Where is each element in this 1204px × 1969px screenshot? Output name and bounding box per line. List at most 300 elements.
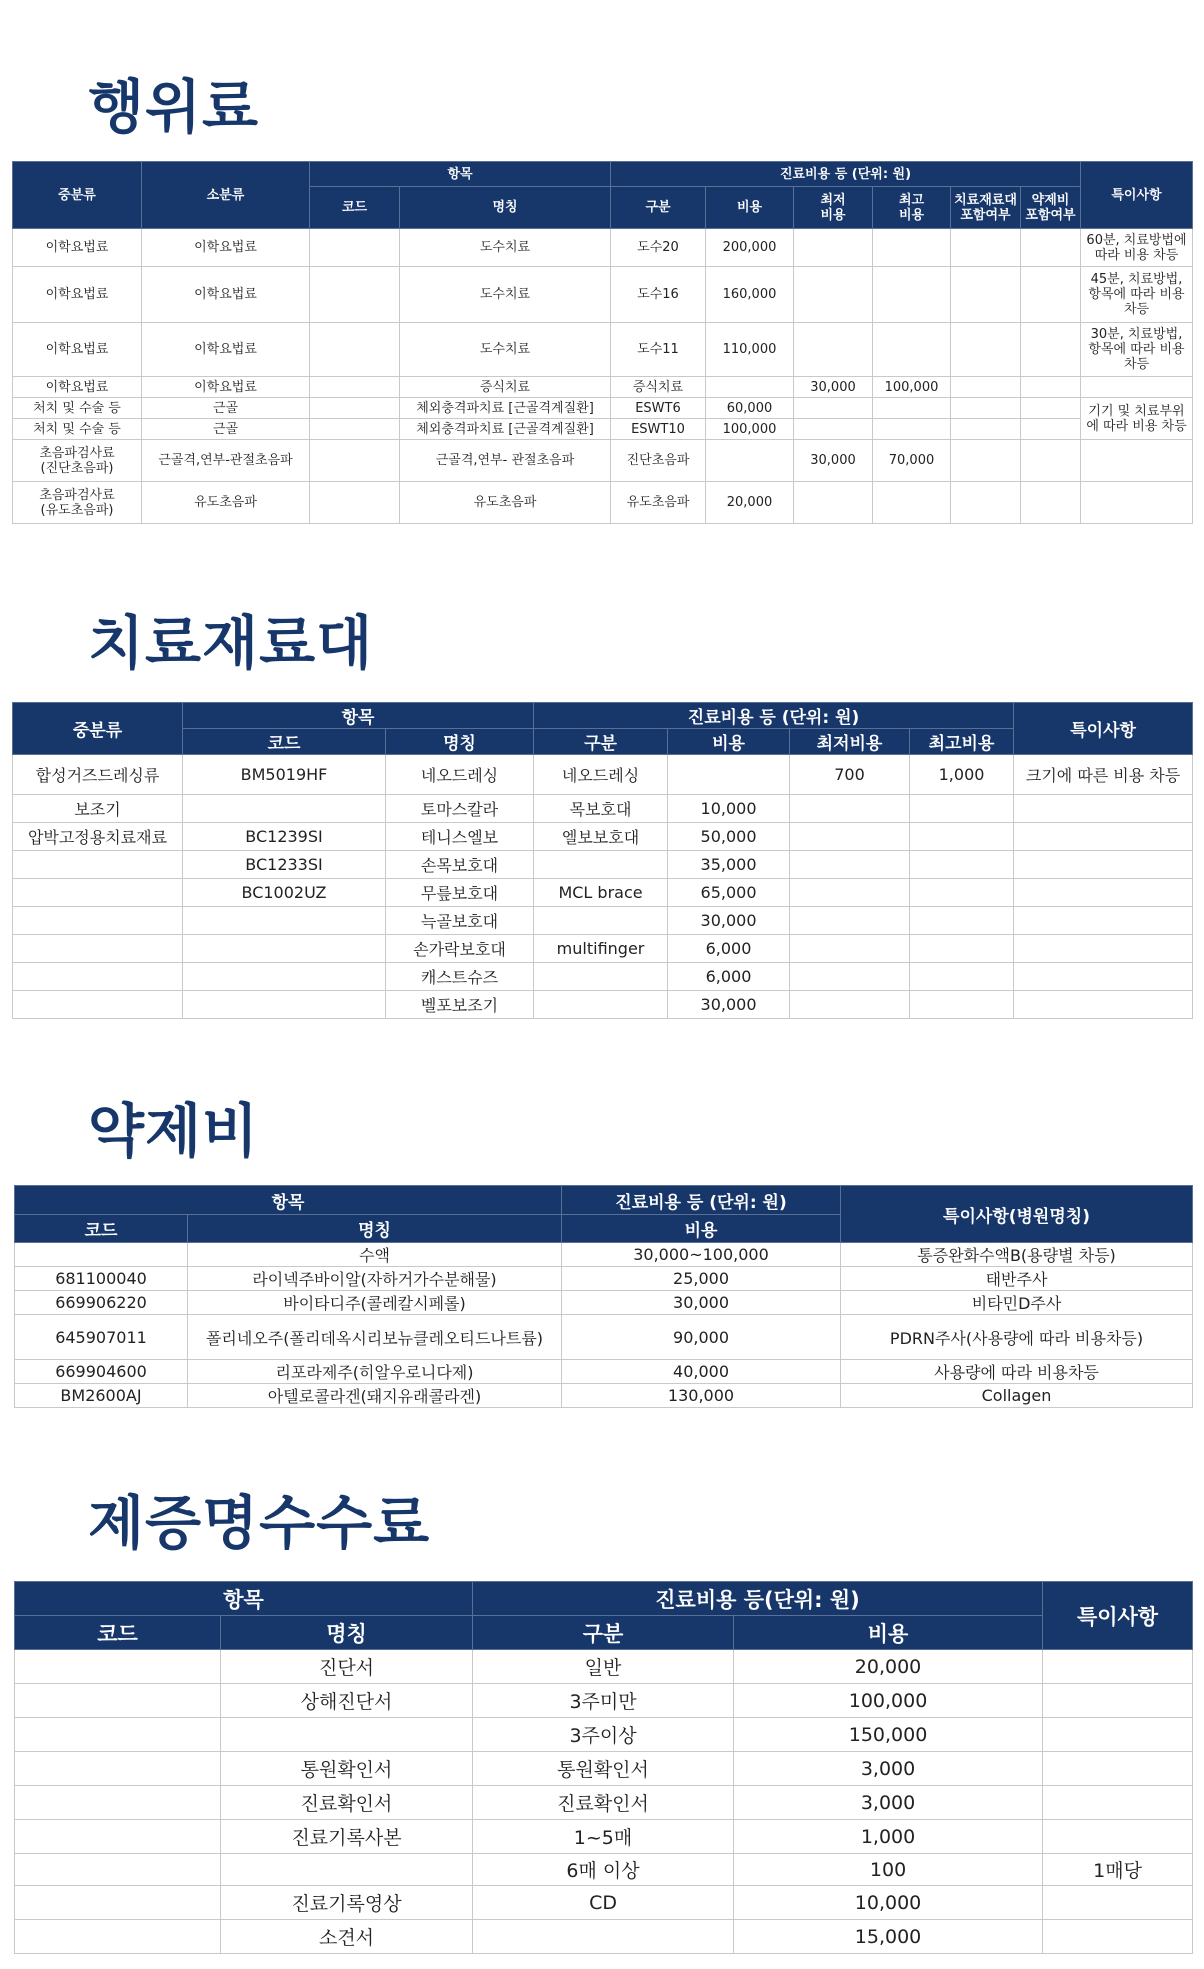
cell-min <box>794 398 873 419</box>
table-row <box>15 1360 1193 1384</box>
cell-gubun: 3주미만 <box>473 1684 734 1718</box>
cell-code: 669904600 <box>15 1360 188 1384</box>
cell-code <box>183 963 386 991</box>
cell-note <box>1043 1650 1193 1684</box>
cell-cost: 200,000 <box>706 229 794 267</box>
header-code: 코드 <box>183 729 386 755</box>
cell-mat <box>951 377 1021 398</box>
cell-cost <box>706 440 794 482</box>
cell-gubun <box>534 907 668 935</box>
cell-drug <box>1021 419 1081 440</box>
cell-gubun: 네오드레싱 <box>534 755 668 795</box>
cell-cost: 30,000 <box>668 907 790 935</box>
header-teugisahang: 특이사항 <box>1043 1582 1193 1650</box>
header-choejeo: 최저 비용 <box>794 187 873 229</box>
cell-cost: 25,000 <box>562 1267 841 1291</box>
cell-code <box>310 440 400 482</box>
cell-max: 1,000 <box>910 755 1014 795</box>
header-code: 코드 <box>15 1215 188 1243</box>
header-gubun: 구분 <box>611 187 706 229</box>
cell-max: 100,000 <box>873 377 951 398</box>
table-row <box>13 879 1193 907</box>
section-title-haengwiryo: 행위료 <box>88 73 260 141</box>
cell-gubun: 도수16 <box>611 267 706 323</box>
table-row <box>15 1684 1193 1718</box>
cell-max <box>873 267 951 323</box>
header-jungbunryu: 중분류 <box>13 162 142 229</box>
cell-gubun: 증식치료 <box>611 377 706 398</box>
cell-mid <box>13 963 183 991</box>
cell-name: 라이넥주바이알(자하거가수분해물) <box>188 1267 562 1291</box>
cell-mid: 처치 및 수술 등 <box>13 419 142 440</box>
header-jungbunryu: 중분류 <box>13 703 183 755</box>
cell-mid <box>13 879 183 907</box>
cell-max <box>873 398 951 419</box>
cell-name: 체외충격파치료 [근골격계질환] <box>400 398 611 419</box>
cell-name: 유도초음파 <box>400 482 611 524</box>
cell-note <box>1014 907 1193 935</box>
cell-note <box>1081 482 1193 524</box>
cell-name: 증식치료 <box>400 377 611 398</box>
cell-max <box>873 229 951 267</box>
jejeungmyeong-table <box>14 1581 1193 1954</box>
cell-gubun: CD <box>473 1886 734 1920</box>
header-code: 코드 <box>310 187 400 229</box>
cell-sub: 이학요법료 <box>142 267 310 323</box>
header-myeongching: 명칭 <box>400 187 611 229</box>
header-teugisahang: 특이사항(병원명칭) <box>841 1186 1193 1243</box>
cell-code: BC1239SI <box>183 823 386 851</box>
cell-code <box>15 1920 221 1954</box>
header-myeongching: 명칭 <box>386 729 534 755</box>
cell-note <box>1043 1886 1193 1920</box>
cell-note <box>1014 851 1193 879</box>
cell-name: 벨포보조기 <box>386 991 534 1019</box>
cell-cost: 1,000 <box>734 1820 1043 1854</box>
cell-name: 토마스칼라 <box>386 795 534 823</box>
cell-cost <box>668 755 790 795</box>
cell-drug <box>1021 229 1081 267</box>
table-row <box>13 229 1193 267</box>
cell-gubun <box>534 851 668 879</box>
chiryojaeryodae-table <box>12 702 1193 1019</box>
cell-name: 손목보호대 <box>386 851 534 879</box>
cell-cost: 15,000 <box>734 1920 1043 1954</box>
table-row <box>15 1820 1193 1854</box>
cell-drug <box>1021 482 1081 524</box>
cell-gubun: 3주이상 <box>473 1718 734 1752</box>
cell-cost: 150,000 <box>734 1718 1043 1752</box>
cell-cost: 50,000 <box>668 823 790 851</box>
section-title-yakjebi: 약제비 <box>88 1097 260 1165</box>
table-row <box>13 419 1193 440</box>
section-title-jejeungmyeong: 제증명수수료 <box>88 1489 431 1557</box>
cell-name: 상해진단서 <box>221 1684 473 1718</box>
cell-mid <box>13 851 183 879</box>
cell-mat <box>951 323 1021 377</box>
cell-note <box>1043 1684 1193 1718</box>
cell-gubun <box>473 1920 734 1954</box>
table-row <box>13 991 1193 1019</box>
header-yakje-poham: 약제비 포함여부 <box>1021 187 1081 229</box>
table-row <box>13 377 1193 398</box>
cell-gubun: 엘보보호대 <box>534 823 668 851</box>
cell-cost: 30,000 <box>668 991 790 1019</box>
cell-code <box>15 1752 221 1786</box>
cell-cost: 6,000 <box>668 963 790 991</box>
cell-gubun: 도수11 <box>611 323 706 377</box>
cell-max <box>910 795 1014 823</box>
cell-min: 30,000 <box>794 440 873 482</box>
cell-drug <box>1021 398 1081 419</box>
cell-mat <box>951 419 1021 440</box>
cell-drug <box>1021 267 1081 323</box>
table-row <box>13 963 1193 991</box>
cell-name <box>221 1854 473 1886</box>
cell-cost <box>706 377 794 398</box>
cell-min: 700 <box>790 755 910 795</box>
header-biyong: 비용 <box>706 187 794 229</box>
cell-name: 도수치료 <box>400 323 611 377</box>
cell-mid: 이학요법료 <box>13 229 142 267</box>
cell-name: 진단서 <box>221 1650 473 1684</box>
cell-name: 손가락보호대 <box>386 935 534 963</box>
cell-code <box>310 419 400 440</box>
cell-cost: 3,000 <box>734 1752 1043 1786</box>
cell-code <box>15 1820 221 1854</box>
table-row <box>15 1650 1193 1684</box>
cell-note: 통증완화수액B(용량별 차등) <box>841 1243 1193 1267</box>
cell-min <box>794 482 873 524</box>
table-row <box>13 823 1193 851</box>
table-row <box>15 1854 1193 1886</box>
header-gubun: 구분 <box>473 1616 734 1650</box>
cell-name: 네오드레싱 <box>386 755 534 795</box>
cell-note <box>1014 795 1193 823</box>
table-row <box>13 267 1193 323</box>
cell-mid <box>13 935 183 963</box>
cell-note <box>1014 991 1193 1019</box>
cell-sub: 유도초음파 <box>142 482 310 524</box>
table-row <box>13 440 1193 482</box>
cell-note <box>1014 823 1193 851</box>
cell-min <box>794 323 873 377</box>
header-jinryo-biyong: 진료비용 등 (단위: 원) <box>611 162 1081 187</box>
cell-cost: 90,000 <box>562 1315 841 1360</box>
section-title-chiryojaeryodae: 치료재료대 <box>88 609 374 677</box>
cell-note: 1매당 <box>1043 1854 1193 1886</box>
header-jinryo-biyong: 진료비용 등(단위: 원) <box>473 1582 1043 1616</box>
cell-note <box>1014 935 1193 963</box>
cell-code <box>183 935 386 963</box>
cell-cost: 35,000 <box>668 851 790 879</box>
cell-note: 30분, 치료방법, 항목에 따라 비용 차등 <box>1081 323 1193 377</box>
cell-note: 비타민D주사 <box>841 1291 1193 1315</box>
yakjebi-table <box>14 1185 1193 1408</box>
cell-code <box>310 267 400 323</box>
cell-gubun <box>534 963 668 991</box>
header-hangmok: 항목 <box>310 162 611 187</box>
cell-code <box>15 1854 221 1886</box>
header-biyong: 비용 <box>562 1215 841 1243</box>
cell-note <box>1043 1752 1193 1786</box>
cell-sub: 근골 <box>142 398 310 419</box>
cell-note <box>1081 377 1193 398</box>
cell-name: 바이타디주(콜레칼시페롤) <box>188 1291 562 1315</box>
cell-note: 60분, 치료방법에 따라 비용 차등 <box>1081 229 1193 267</box>
table-row <box>15 1752 1193 1786</box>
cell-mid: 이학요법료 <box>13 377 142 398</box>
cell-cost: 160,000 <box>706 267 794 323</box>
cell-name: 진료기록사본 <box>221 1820 473 1854</box>
cell-min <box>794 229 873 267</box>
cell-mat <box>951 267 1021 323</box>
cell-mid <box>13 907 183 935</box>
cell-gubun <box>534 991 668 1019</box>
table-row <box>13 482 1193 524</box>
cell-mid: 초음파검사료 (유도초음파) <box>13 482 142 524</box>
cell-cost: 110,000 <box>706 323 794 377</box>
cell-mid: 이학요법료 <box>13 323 142 377</box>
cell-mid: 압박고정용치료재료 <box>13 823 183 851</box>
cell-name: 진료확인서 <box>221 1786 473 1820</box>
cell-note <box>1014 879 1193 907</box>
cell-max <box>910 963 1014 991</box>
header-code: 코드 <box>15 1616 221 1650</box>
table-row <box>13 851 1193 879</box>
cell-min <box>790 823 910 851</box>
cell-gubun: multifinger <box>534 935 668 963</box>
cell-code: 669906220 <box>15 1291 188 1315</box>
cell-cost: 30,000~100,000 <box>562 1243 841 1267</box>
cell-code: BM5019HF <box>183 755 386 795</box>
cell-mat <box>951 398 1021 419</box>
cell-max <box>910 879 1014 907</box>
cell-code <box>310 323 400 377</box>
cell-name: 수액 <box>188 1243 562 1267</box>
cell-cost: 65,000 <box>668 879 790 907</box>
table-row <box>13 755 1193 795</box>
cell-gubun: 목보호대 <box>534 795 668 823</box>
cell-cost: 100 <box>734 1854 1043 1886</box>
cell-mid <box>13 991 183 1019</box>
table-row <box>13 795 1193 823</box>
cell-name: 리포라제주(히알우로니다제) <box>188 1360 562 1384</box>
cell-note: 크기에 따른 비용 차등 <box>1014 755 1193 795</box>
cell-sub: 근골격,연부-관절초음파 <box>142 440 310 482</box>
cell-name: 늑골보호대 <box>386 907 534 935</box>
cell-mat <box>951 229 1021 267</box>
table-row <box>13 398 1193 419</box>
table-row <box>13 907 1193 935</box>
header-sobunryu: 소분류 <box>142 162 310 229</box>
cell-note: 45분, 치료방법, 항목에 따라 비용 차등 <box>1081 267 1193 323</box>
header-choejeo: 최저비용 <box>790 729 910 755</box>
cell-code <box>15 1718 221 1752</box>
cell-cost: 100,000 <box>734 1684 1043 1718</box>
header-myeongching: 명칭 <box>221 1616 473 1650</box>
table-row <box>13 323 1193 377</box>
cell-cost: 20,000 <box>734 1650 1043 1684</box>
cell-cost: 130,000 <box>562 1384 841 1408</box>
cell-gubun: 일반 <box>473 1650 734 1684</box>
cell-gubun: 6매 이상 <box>473 1854 734 1886</box>
cell-name: 도수치료 <box>400 267 611 323</box>
cell-note: 기기 및 치료부위에 따라 비용 차등 <box>1081 398 1193 440</box>
table-row <box>15 1267 1193 1291</box>
cell-max <box>910 851 1014 879</box>
cell-cost: 3,000 <box>734 1786 1043 1820</box>
cell-min <box>794 419 873 440</box>
header-biyong: 비용 <box>668 729 790 755</box>
cell-code: BC1233SI <box>183 851 386 879</box>
cell-min <box>790 935 910 963</box>
cell-min <box>794 267 873 323</box>
cell-name <box>221 1718 473 1752</box>
cell-cost: 20,000 <box>706 482 794 524</box>
cell-code <box>310 377 400 398</box>
header-hangmok: 항목 <box>15 1582 473 1616</box>
cell-mid: 초음파검사료 (진단초음파) <box>13 440 142 482</box>
cell-note: 사용량에 따라 비용차등 <box>841 1360 1193 1384</box>
haengwiryo-table <box>12 161 1193 524</box>
cell-code <box>183 795 386 823</box>
cell-name: 폴리네오주(폴리데옥시리보뉴클레오티드나트륨) <box>188 1315 562 1360</box>
header-choego: 최고 비용 <box>873 187 951 229</box>
cell-min <box>790 991 910 1019</box>
cell-drug <box>1021 440 1081 482</box>
cell-gubun: ESWT10 <box>611 419 706 440</box>
header-biyong: 비용 <box>734 1616 1043 1650</box>
cell-note <box>1043 1820 1193 1854</box>
cell-gubun: 진단초음파 <box>611 440 706 482</box>
cell-name: 캐스트슈즈 <box>386 963 534 991</box>
cell-name: 체외충격파치료 [근골격계질환] <box>400 419 611 440</box>
cell-code: 645907011 <box>15 1315 188 1360</box>
cell-sub: 이학요법료 <box>142 323 310 377</box>
cell-code <box>15 1650 221 1684</box>
cell-gubun: 통원확인서 <box>473 1752 734 1786</box>
cell-max: 70,000 <box>873 440 951 482</box>
cell-note <box>1043 1920 1193 1954</box>
header-jinryo-biyong: 진료비용 등 (단위: 원) <box>534 703 1014 729</box>
cell-cost: 10,000 <box>734 1886 1043 1920</box>
cell-mid: 이학요법료 <box>13 267 142 323</box>
cell-code <box>15 1886 221 1920</box>
table-row <box>15 1718 1193 1752</box>
cell-min: 30,000 <box>794 377 873 398</box>
cell-drug <box>1021 377 1081 398</box>
cell-note <box>1043 1718 1193 1752</box>
cell-code <box>183 991 386 1019</box>
cell-min <box>790 795 910 823</box>
cell-sub: 근골 <box>142 419 310 440</box>
cell-mat <box>951 482 1021 524</box>
cell-mid: 합성거즈드레싱류 <box>13 755 183 795</box>
cell-code <box>183 907 386 935</box>
cell-gubun: 진료확인서 <box>473 1786 734 1820</box>
cell-max <box>910 907 1014 935</box>
cell-gubun: MCL brace <box>534 879 668 907</box>
cell-code <box>15 1243 188 1267</box>
cell-note <box>1043 1786 1193 1820</box>
cell-max <box>873 482 951 524</box>
cell-name: 아텔로콜라겐(돼지유래콜라겐) <box>188 1384 562 1408</box>
cell-cost: 40,000 <box>562 1360 841 1384</box>
cell-code <box>15 1684 221 1718</box>
cell-gubun: 1~5매 <box>473 1820 734 1854</box>
cell-drug <box>1021 323 1081 377</box>
header-teugisahang: 특이사항 <box>1014 703 1193 755</box>
cell-cost: 60,000 <box>706 398 794 419</box>
header-jaeryo-poham: 치료재료대 포함여부 <box>951 187 1021 229</box>
cell-min <box>790 963 910 991</box>
header-gubun: 구분 <box>534 729 668 755</box>
header-choego: 최고비용 <box>910 729 1014 755</box>
cell-name: 무릎보호대 <box>386 879 534 907</box>
cell-gubun: ESWT6 <box>611 398 706 419</box>
cell-gubun: 유도초음파 <box>611 482 706 524</box>
cell-code <box>15 1786 221 1820</box>
cell-mid: 처치 및 수술 등 <box>13 398 142 419</box>
cell-name: 소견서 <box>221 1920 473 1954</box>
cell-code: BM2600AJ <box>15 1384 188 1408</box>
cell-max <box>910 935 1014 963</box>
header-hangmok: 항목 <box>15 1186 562 1215</box>
cell-mid: 보조기 <box>13 795 183 823</box>
table-row <box>13 935 1193 963</box>
cell-cost: 100,000 <box>706 419 794 440</box>
cell-code <box>310 398 400 419</box>
cell-name: 통원확인서 <box>221 1752 473 1786</box>
table-row <box>15 1786 1193 1820</box>
table-row <box>15 1291 1193 1315</box>
table-row <box>15 1384 1193 1408</box>
cell-mat <box>951 440 1021 482</box>
cell-note <box>1081 440 1193 482</box>
cell-code: 681100040 <box>15 1267 188 1291</box>
table-row <box>15 1920 1193 1954</box>
cell-max <box>873 419 951 440</box>
table-row <box>15 1243 1193 1267</box>
cell-min <box>790 879 910 907</box>
header-jinryo-biyong: 진료비용 등 (단위: 원) <box>562 1186 841 1215</box>
cell-name: 진료기록영상 <box>221 1886 473 1920</box>
cell-max <box>873 323 951 377</box>
cell-code <box>310 229 400 267</box>
cell-gubun: 도수20 <box>611 229 706 267</box>
cell-name: 도수치료 <box>400 229 611 267</box>
cell-note: 태반주사 <box>841 1267 1193 1291</box>
cell-name: 근골격,연부- 관절초음파 <box>400 440 611 482</box>
table-row <box>15 1315 1193 1360</box>
cell-min <box>790 907 910 935</box>
cell-code: BC1002UZ <box>183 879 386 907</box>
cell-cost: 6,000 <box>668 935 790 963</box>
table-row <box>15 1886 1193 1920</box>
cell-code <box>310 482 400 524</box>
cell-name: 테니스엘보 <box>386 823 534 851</box>
cell-note: PDRN주사(사용량에 따라 비용차등) <box>841 1315 1193 1360</box>
cell-note <box>1014 963 1193 991</box>
header-hangmok: 항목 <box>183 703 534 729</box>
cell-cost: 30,000 <box>562 1291 841 1315</box>
cell-cost: 10,000 <box>668 795 790 823</box>
header-myeongching: 명칭 <box>188 1215 562 1243</box>
header-teugisahang: 특이사항 <box>1081 162 1193 229</box>
cell-note: Collagen <box>841 1384 1193 1408</box>
cell-sub: 이학요법료 <box>142 229 310 267</box>
